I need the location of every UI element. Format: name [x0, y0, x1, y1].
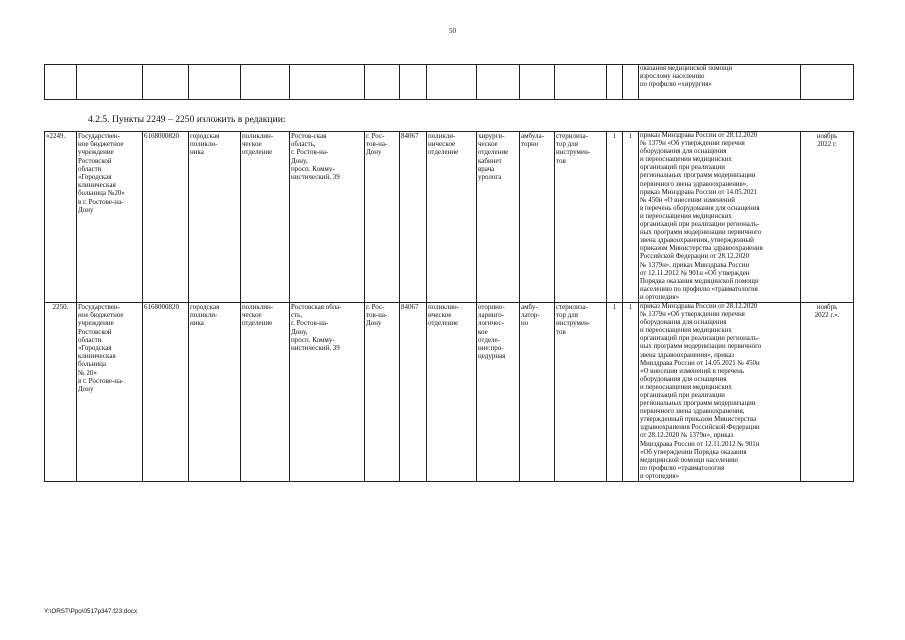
equipment-name: стерилиза- тор для инструмен- тов — [555, 302, 607, 481]
cabinet: оторино- ларинго- логичес- кое отделе- ние:про- цедурная — [477, 302, 520, 481]
subdepartment: поликлин- ическое отделение — [427, 302, 477, 481]
address: Ростов-ская область, г. Ростов-на- Дону, просп. Комму- нистический, 39 — [290, 132, 365, 303]
file-path: Y:\ORST\Ppo\0517p347.f23.docx — [44, 608, 138, 615]
department: поликлин- ческое отделение — [241, 302, 290, 481]
quantity: 1 — [623, 132, 639, 303]
facility-type: городская поликли- ника — [189, 302, 241, 481]
institution-name: Государствен- ное бюджетное учреждение Ростовской области «Городская клиническая больница №20» в г. Ростове-на- Дону — [77, 132, 143, 303]
cabinet: хирурги- ческое отделение кабинет врача уролога — [477, 132, 520, 303]
table-row — [45, 132, 854, 303]
quantity: 1 — [623, 302, 639, 481]
quantity: 1 — [607, 132, 623, 303]
table-row — [45, 302, 854, 481]
subdepartment: поликли- ническое отделение — [427, 132, 477, 303]
order-text: приказ Минздрава России от 28.12.2020 № 1379н «Об утверждении перечня оборудования для оснащения и переоснащения медицинских организаций при реализации регионалъ- ных программ модернизации первичного звена здравоохранения», приказ Минздрава России от 14.05.2021 № 450н «О внесении изменений в перечень оборудования для оснащения и переоснащения медицинских организаций при реализации региональных программ модернизации первичного звена здравоохранения, утвержденный приказом Министерства здравоохранения Российской Федерации от 28.12.2020 № 1379н», приказ Минздрава России от 12.11.2012 № 901н «Об утверждении Порядка оказания медицинской помощи населению по профилю «травматология и ортопедия» — [639, 302, 801, 481]
due-date: ноябрь 2022 г.». — [801, 302, 854, 481]
location-code: 84067 — [400, 132, 427, 303]
institution-code: 6168000820 — [143, 302, 189, 481]
order-text: приказ Минздрава России от 28.12.2020 № 1379н «Об утверждении перечня оборудования для оснащения и переоснащения медицинских организаций при реализации региональных программ модернизации первичного звена здравоохранения», приказ Минздрава России от 14.05.2021 № 450н «О внесении изменений в перечень оборудования для оснащения и переоснащения медицинских организаций при реализации регионалъ- ных программ модернизации первичного звена здравоохранения, утвержденный приказом Министерства здравоохранения Российской Федерации от 28.12.2020 № 1379н», приказ Минздрава России от 12.11.2012 № 901н «Об утвержден Порядка оказания медицинской помощи населению по профилю «травматология и ортопедия» — [639, 132, 801, 303]
location-code: 84067 — [400, 302, 427, 481]
page-number: 50 — [449, 27, 456, 35]
previous-table-fragment — [44, 64, 854, 100]
table-row — [45, 65, 854, 100]
equipment-table — [44, 131, 854, 482]
row-number: 2250. — [45, 302, 77, 481]
city: г. Рос- тов-на- Дону — [365, 132, 400, 303]
section-heading: 4.2.5. Пункты 2249 – 2250 изложить в редакции: — [88, 114, 286, 125]
facility-type: городская поликли- ника — [189, 132, 241, 303]
care-kind: амбу- латор- но — [520, 302, 555, 481]
department: поликлин- ческое отделение — [241, 132, 290, 303]
institution-code: 6168000820 — [143, 132, 189, 303]
city: г. Рос- тов-на- Дону — [365, 302, 400, 481]
equipment-name: стерилиза- тор для инструмен- тов — [555, 132, 607, 303]
care-kind: амбула- торно — [520, 132, 555, 303]
institution-name: Государствен- ное бюджетное учреждение Ростовской области «Городская клиническая больница № 20» в г. Ростове-на- Дону — [77, 302, 143, 481]
address: Ростовская обла- сть, г. Ростов-на- Дону, просп. Комму- нистический, 39 — [290, 302, 365, 481]
due-date: ноябрь 2022 г. — [801, 132, 854, 303]
order-text: оказания медицинской помощи взрослому населению по профилю «хирургия» — [639, 65, 801, 100]
quantity: 1 — [607, 302, 623, 481]
row-number: «2249. — [45, 132, 77, 303]
